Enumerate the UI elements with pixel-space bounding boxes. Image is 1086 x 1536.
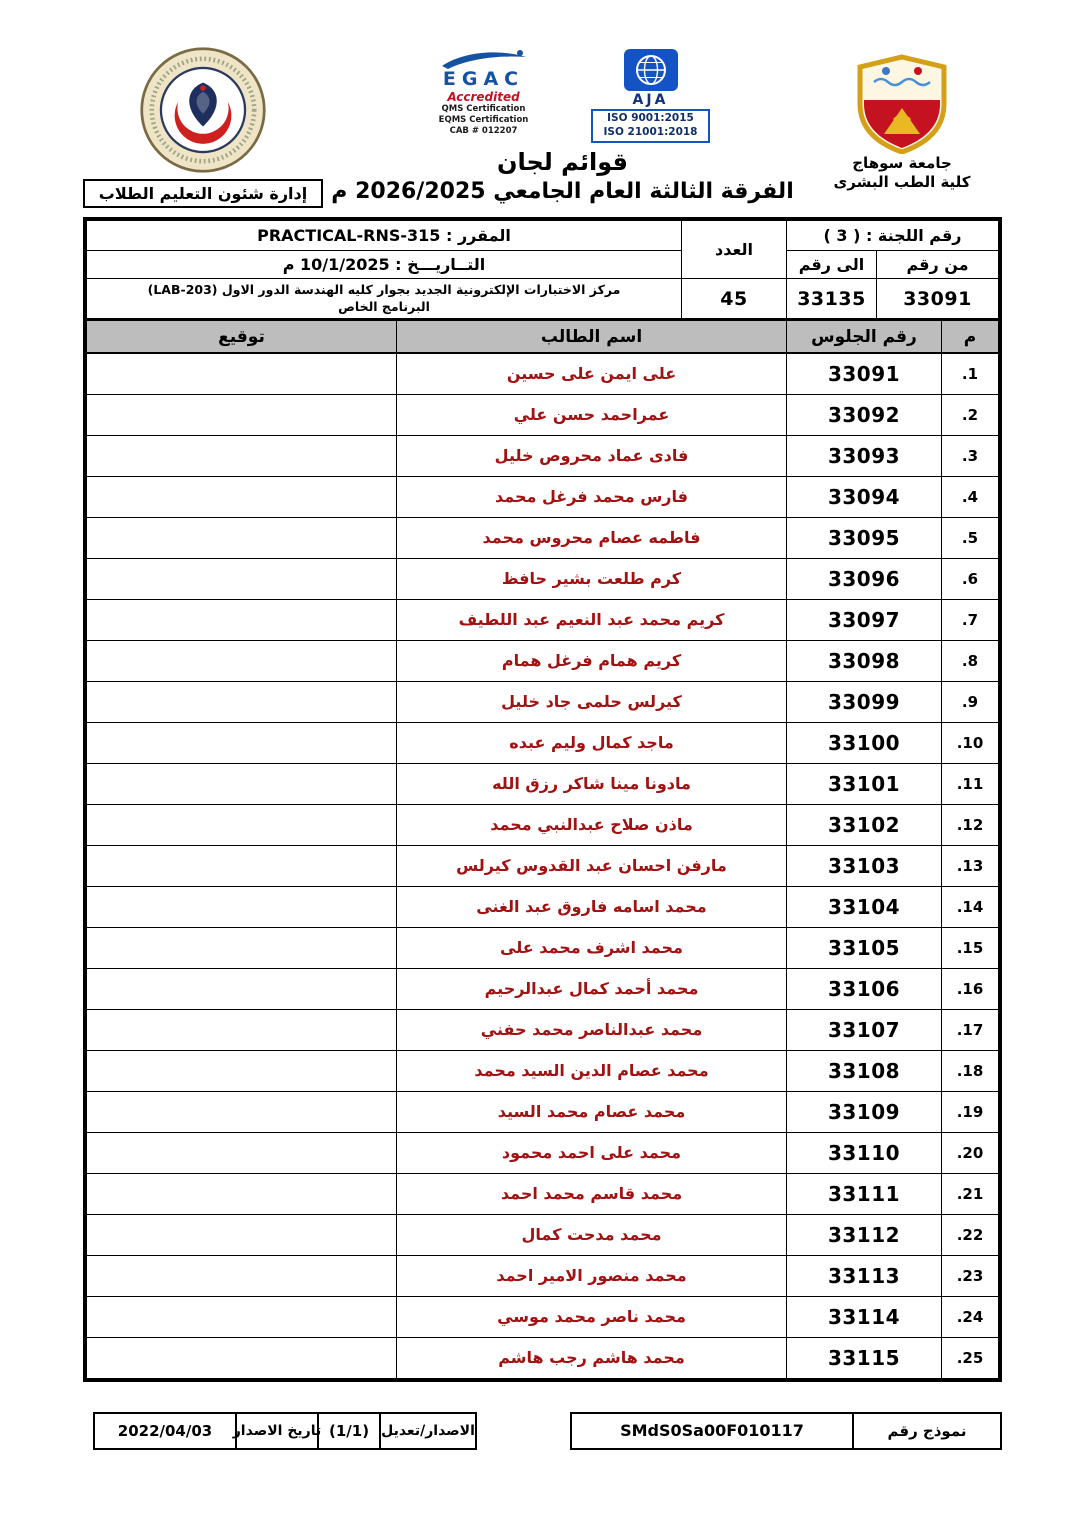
seat-number: 33110: [787, 1132, 942, 1173]
signature-cell: [87, 804, 397, 845]
student-name: محمد اشرف محمد على: [397, 927, 787, 968]
certification-logos: [409, 48, 717, 143]
table-row: [87, 886, 999, 927]
student-name: ماجد كمال وليم عبده: [397, 722, 787, 763]
row-number: 22.: [942, 1214, 999, 1255]
signature-cell: [87, 763, 397, 804]
signature-cell: [87, 1255, 397, 1296]
egac-line2: EQMS Certification: [438, 115, 529, 126]
signature-cell: [87, 1337, 397, 1378]
student-name: على ايمن على حسين: [397, 353, 787, 394]
table-row: [87, 1009, 999, 1050]
student-name: محمد عبدالناصر محمد حفني: [397, 1009, 787, 1050]
document-title: قوائم لجان: [497, 147, 628, 176]
row-number: 13.: [942, 845, 999, 886]
seat-number: 33109: [787, 1091, 942, 1132]
committee-info-table: [86, 220, 999, 319]
revision-label: الاصدار/تعديل: [381, 1422, 475, 1439]
student-name: فارس محمد فرغل محمد: [397, 476, 787, 517]
table-row: [87, 722, 999, 763]
faculty-block: [83, 46, 323, 208]
iso-21001: ISO 21001:2018: [603, 126, 698, 139]
student-name: محمد اسامه فاروق عبد الغنى: [397, 886, 787, 927]
seat-number: 33099: [787, 681, 942, 722]
to-number-value: 33135: [786, 279, 876, 319]
student-name: مادونا مينا شاكر رزق الله: [397, 763, 787, 804]
egac-certification: [409, 48, 559, 137]
seat-number: 33092: [787, 394, 942, 435]
seat-number: 33100: [787, 722, 942, 763]
seat-number: 33101: [787, 763, 942, 804]
col-header-name: اسم الطالب: [397, 320, 787, 353]
signature-cell: [87, 927, 397, 968]
table-row: [87, 681, 999, 722]
egac-swoosh-icon: [438, 48, 530, 70]
table-row: [87, 1173, 999, 1214]
row-number: 20.: [942, 1132, 999, 1173]
row-number: 8.: [942, 640, 999, 681]
exam-date: التــاريـــخ : 10/1/2025 م: [87, 251, 682, 279]
table-row: [87, 927, 999, 968]
col-header-no: م: [942, 320, 999, 353]
course-name: المقرر : PRACTICAL-RNS-315: [87, 221, 682, 251]
form-number-label: نموذج رقم: [887, 1421, 967, 1440]
university-shield-logo: [856, 54, 948, 154]
seat-number: 33112: [787, 1214, 942, 1255]
student-name: محمد قاسم محمد احمد: [397, 1173, 787, 1214]
signature-cell: [87, 1091, 397, 1132]
table-row: [87, 394, 999, 435]
signature-cell: [87, 1173, 397, 1214]
document-subtitle: الفرقة الثالثة العام الجامعي 2026/2025 م: [331, 178, 794, 204]
seat-number: 33102: [787, 804, 942, 845]
table-row: [87, 763, 999, 804]
aja-certification: [585, 48, 717, 143]
table-row: [87, 804, 999, 845]
row-number: 10.: [942, 722, 999, 763]
student-name: ماذن صلاح عبدالنبي محمد: [397, 804, 787, 845]
table-header-row: [87, 320, 999, 353]
student-rows: [87, 353, 999, 1378]
student-name: كرم طلعت بشير حافظ: [397, 558, 787, 599]
table-row: [87, 640, 999, 681]
exam-program: البرنامج الخاص: [338, 298, 430, 314]
from-number-label: من رقم: [877, 251, 999, 279]
revision-value: (1/1): [319, 1414, 381, 1448]
row-number: 12.: [942, 804, 999, 845]
row-number: 17.: [942, 1009, 999, 1050]
student-name: محمد ناصر محمد موسي: [397, 1296, 787, 1337]
issue-date-value: 2022/04/03: [95, 1414, 237, 1448]
student-name: محمد مدحت كمال: [397, 1214, 787, 1255]
exam-location: مركز الاختبارات الإلكترونية الجديد بجوار كليه الهندسة الدور الاول (LAB-203): [147, 281, 621, 297]
seat-number: 33111: [787, 1173, 942, 1214]
egac-accredited: Accredited: [447, 89, 520, 104]
signature-cell: [87, 1009, 397, 1050]
university-name: جامعة سوهاج: [852, 154, 952, 172]
row-number: 9.: [942, 681, 999, 722]
col-header-signature: توقيع: [87, 320, 397, 353]
row-number: 16.: [942, 968, 999, 1009]
form-footer: [83, 1412, 1002, 1450]
row-number: 6.: [942, 558, 999, 599]
row-number: 3.: [942, 435, 999, 476]
seat-number: 33113: [787, 1255, 942, 1296]
signature-cell: [87, 476, 397, 517]
egac-line3: CAB # 012207: [449, 126, 518, 137]
student-name: فادى عماد محروص خليل: [397, 435, 787, 476]
table-row: [87, 1255, 999, 1296]
table-row: [87, 517, 999, 558]
signature-cell: [87, 1296, 397, 1337]
egac-name: EGAC: [442, 68, 525, 90]
table-row: [87, 558, 999, 599]
seat-number: 33093: [787, 435, 942, 476]
seat-number: 33094: [787, 476, 942, 517]
table-row: [87, 476, 999, 517]
row-number: 5.: [942, 517, 999, 558]
table-row: [87, 353, 999, 394]
committee-number: رقم اللجنة : ( 3 ): [786, 221, 998, 251]
count-value: 45: [681, 279, 786, 319]
seat-number: 33091: [787, 353, 942, 394]
student-name: عمراحمد حسن علي: [397, 394, 787, 435]
signature-cell: [87, 681, 397, 722]
row-number: 1.: [942, 353, 999, 394]
signature-cell: [87, 517, 397, 558]
row-number: 14.: [942, 886, 999, 927]
signature-cell: [87, 353, 397, 394]
student-name: كيرلس حلمى جاد خليل: [397, 681, 787, 722]
signature-cell: [87, 1050, 397, 1091]
egac-line1: QMS Certification: [441, 104, 526, 115]
iso-9001: ISO 9001:2015: [607, 112, 694, 125]
student-list-table: [86, 319, 999, 1379]
row-number: 21.: [942, 1173, 999, 1214]
signature-cell: [87, 435, 397, 476]
table-row: [87, 1132, 999, 1173]
university-block: [802, 46, 1002, 192]
signature-cell: [87, 640, 397, 681]
signature-cell: [87, 1214, 397, 1255]
student-name: محمد عصام الدين السيد محمد: [397, 1050, 787, 1091]
table-row: [87, 1050, 999, 1091]
row-number: 4.: [942, 476, 999, 517]
row-number: 23.: [942, 1255, 999, 1296]
iso-certification-box: [591, 109, 709, 142]
seat-number: 33097: [787, 599, 942, 640]
table-row: [87, 435, 999, 476]
table-row: [87, 845, 999, 886]
seat-number: 33104: [787, 886, 942, 927]
student-name: كريم محمد عبد النعيم عبد اللطيف: [397, 599, 787, 640]
seat-number: 33098: [787, 640, 942, 681]
row-number: 25.: [942, 1337, 999, 1378]
row-number: 7.: [942, 599, 999, 640]
signature-cell: [87, 886, 397, 927]
form-number-value: SMdS0Sa00F010117: [572, 1414, 854, 1448]
seat-number: 33107: [787, 1009, 942, 1050]
table-row: [87, 968, 999, 1009]
committee-table-frame: [83, 217, 1002, 1382]
signature-cell: [87, 558, 397, 599]
seat-number: 33114: [787, 1296, 942, 1337]
form-number-box: [570, 1412, 1002, 1450]
student-name: محمد هاشم رجب هاشم: [397, 1337, 787, 1378]
seat-number: 33096: [787, 558, 942, 599]
aja-name: AJA: [632, 92, 669, 108]
table-row: [87, 1214, 999, 1255]
seat-number: 33105: [787, 927, 942, 968]
faculty-emblem-logo: [137, 46, 269, 174]
student-name: كريم همام فرغل همام: [397, 640, 787, 681]
row-number: 2.: [942, 394, 999, 435]
row-number: 24.: [942, 1296, 999, 1337]
row-number: 19.: [942, 1091, 999, 1132]
student-name: محمد منصور الامير احمد: [397, 1255, 787, 1296]
page-header: [83, 46, 1002, 208]
student-name: محمد أحمد كمال عبدالرحيم: [397, 968, 787, 1009]
student-name: محمد عصام محمد السيد: [397, 1091, 787, 1132]
student-name: محمد على احمد محمود: [397, 1132, 787, 1173]
department-box: إدارة شئون التعليم الطلاب: [83, 179, 323, 208]
to-number-label: الى رقم: [786, 251, 876, 279]
seat-number: 33115: [787, 1337, 942, 1378]
header-center: [323, 46, 802, 204]
student-name: فاطمه عصام محروس محمد: [397, 517, 787, 558]
count-label: العدد: [681, 221, 786, 279]
signature-cell: [87, 599, 397, 640]
table-row: [87, 1337, 999, 1378]
student-name: مارفن احسان عبد القدوس كيرلس: [397, 845, 787, 886]
issue-date-label: تاريخ الاصدار: [237, 1414, 319, 1448]
signature-cell: [87, 394, 397, 435]
faculty-name: كلية الطب البشرى: [833, 172, 971, 191]
signature-cell: [87, 1132, 397, 1173]
row-number: 18.: [942, 1050, 999, 1091]
table-row: [87, 1296, 999, 1337]
signature-cell: [87, 722, 397, 763]
signature-cell: [87, 845, 397, 886]
table-row: [87, 1091, 999, 1132]
exam-location-cell: [87, 279, 682, 319]
from-number-value: 33091: [877, 279, 999, 319]
seat-number: 33103: [787, 845, 942, 886]
revision-box: [93, 1412, 477, 1450]
row-number: 15.: [942, 927, 999, 968]
seat-number: 33106: [787, 968, 942, 1009]
seat-number: 33108: [787, 1050, 942, 1091]
col-header-seat: رقم الجلوس: [787, 320, 942, 353]
seat-number: 33095: [787, 517, 942, 558]
row-number: 11.: [942, 763, 999, 804]
signature-cell: [87, 968, 397, 1009]
aja-globe-icon: [623, 48, 679, 92]
table-row: [87, 599, 999, 640]
